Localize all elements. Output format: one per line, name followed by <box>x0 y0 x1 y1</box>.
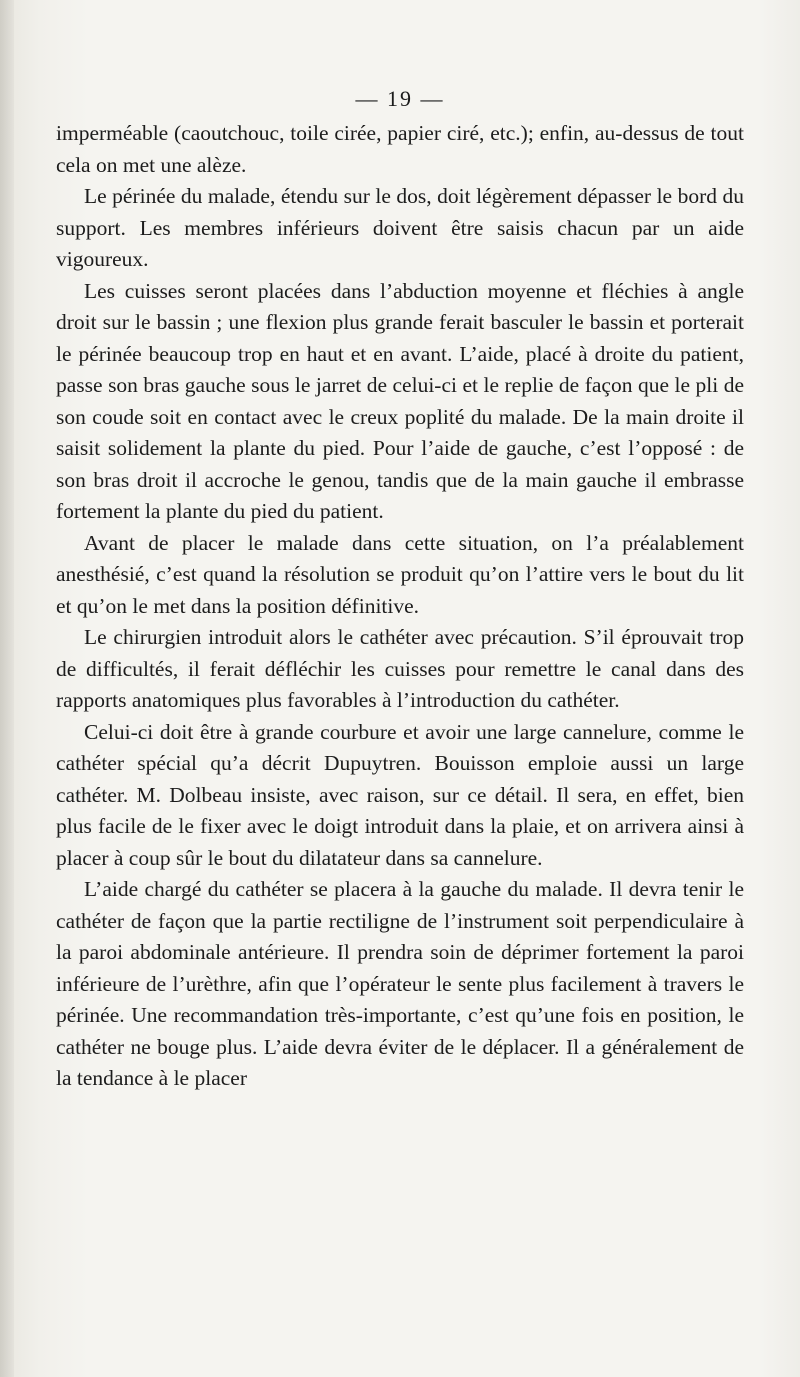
paragraph-4: Avant de placer le malade dans cette situation, on l’a préalablement anesthésié, c’est quand la résolution se produit qu’on l’attire vers le bout du lit et qu’on le met dans la position définitive. <box>56 530 744 618</box>
body-text <box>56 118 744 1095</box>
paragraph-7: L’aide chargé du cathéter se placera à la gauche du malade. Il devra tenir le cathéter de façon que la partie rectiligne de l’instrument soit perpendiculaire à la paroi abdominale antérieure. Il prendra soin de déprimer fortement la paroi inférieure de l’urèthre, afin que l’opérateur le sente plus facilement à travers le périnée. Une recommandation très-importante, c’est qu’une fois en position, le cathéter ne bouge plus. L’aide devra éviter de le déplacer. Il a généralement de la tendance à le placer <box>56 877 744 1090</box>
paragraph-3: Les cuisses seront placées dans l’abduction moyenne et fléchies à angle droit sur le bassin ; une flexion plus grande ferait basculer le bassin et porterait le périnée beaucoup trop en haut et en avant. L’aide, placé à droite du patient, passe son bras gauche sous le jarret de celui-ci et le replie de façon que le pli de son coude soit en contact avec le creux poplité du malade. De la main droite il saisit solidement la plante du pied. Pour l’aide de gauche, c’est l’opposé : de son bras droit il accroche le genou, tandis que de la main gauche il embrasse fortement la plante du pied du patient. <box>56 278 744 523</box>
page-spine-shadow <box>0 0 14 1377</box>
paragraph-5: Le chirurgien introduit alors le cathéter avec précaution. S’il éprouvait trop de difficultés, il ferait défléchir les cuisses pour remettre le canal dans des rapports anatomiques plus favorables à l’introduction du cathéter. <box>56 625 744 712</box>
paragraph-2: Le périnée du malade, étendu sur le dos, doit légèrement dépasser le bord du support. Les membres inférieurs doivent être saisis chacun par un aide vigoureux. <box>56 184 744 271</box>
page-number: — 19 — <box>355 86 445 111</box>
paragraph-1: imperméable (caoutchouc, toile cirée, papier ciré, etc.); enfin, au-dessus de tout cela on met une alèze. <box>56 121 744 177</box>
paragraph-6: Celui-ci doit être à grande courbure et avoir une large cannelure, comme le cathéter spécial qu’a décrit Dupuytren. Bouisson emploie aussi un large cathéter. M. Dolbeau insiste, avec raison, sur ce détail. Il sera, en effet, bien plus facile de le fixer avec le doigt introduit dans la plaie, et on arrivera ainsi à placer à coup sûr le bout du dilatateur dans sa cannelure. <box>56 719 744 870</box>
